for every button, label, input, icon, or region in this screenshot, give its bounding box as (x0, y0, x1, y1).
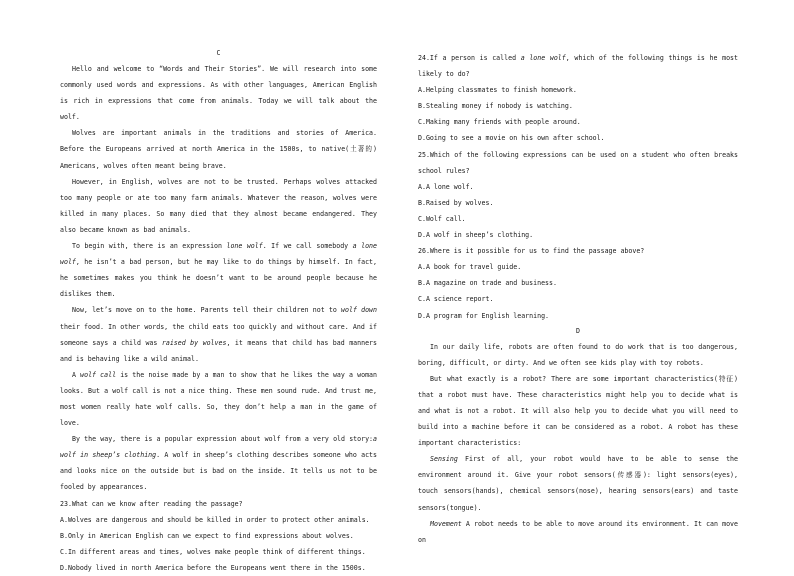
question-23: 23.What can we know after reading the passage? (60, 499, 243, 508)
question-24 (418, 50, 738, 82)
passage-d-paragraph-2: But what exactly is a robot? There are some important characteristics(特征) that a robot must have. These characteristics might help you to decide what is and what is not a robot. It will also help you to decide what you will need to build into a machine before it can be considered as a robot. A robot has these important characteristics: (418, 374, 738, 448)
question-26-option-a: A.A book for travel guide. (418, 263, 522, 272)
passage-d-paragraph-3 (418, 451, 738, 515)
passage-c-paragraph-1: Hello and welcome to “Words and Their Stories”. We will research into some commonly used words and expressions. As with other languages, American English is rich in expressions that come from animals. Today we will talk about the wolf. (60, 65, 377, 122)
left-column (60, 46, 377, 576)
section-heading-c: C (216, 49, 221, 57)
text-run: , it means that child has bad manners and is behaving like a wild animal. (60, 338, 377, 363)
text-run: 24.If a person is called (418, 54, 521, 62)
emphasis-lone-wolf: lone wolf (226, 242, 263, 251)
question-26-option-c: C.A science report. (418, 295, 494, 304)
text-run: Now, let’s move on to the home. Parents tell their children not to (72, 306, 342, 315)
emphasis-wolf-down: wolf down (341, 306, 377, 315)
passage-d-paragraph-4 (418, 516, 738, 548)
passage-c-paragraph-4 (60, 238, 377, 302)
passage-c-paragraph-2: Wolves are important animals in the traditions and stories of America. Before the Europeans arrived at north America in the 1500s, to native(土著的) Americans, wolves often meant being brave. (60, 129, 377, 170)
text-run: To begin with, there is an expression (72, 242, 227, 251)
question-25-option-a: A.A lone wolf. (418, 182, 474, 191)
question-24-option-b: B.Stealing money if nobody is watching. (418, 102, 573, 111)
text-run: . If we call somebody (262, 242, 353, 251)
section-heading-d: D (576, 326, 580, 335)
text-run: is the noise made by a man to show that he likes the way a woman looks. But a wolf call is not a nice thing. These men sound rude. And trust me, most women really hate wolf calls. So, they don’t help a man in the game of love. (60, 370, 377, 428)
right-column (418, 50, 738, 548)
passage-d-paragraph-1: In our daily life, robots are often found to do work that is too dangerous, boring, difficult, or dirty. And we often see kids play with toy robots. (418, 342, 738, 367)
emphasis-sensing: Sensing (430, 455, 458, 464)
passage-c-paragraph-7 (60, 431, 377, 495)
question-24-option-d: D.Going to see a movie on his own after school. (418, 134, 605, 143)
emphasis-a-lone-wolf: a lone wolf (60, 242, 377, 267)
question-26: 26.Where is it possible for us to find the passage above? (418, 247, 645, 256)
passage-c-paragraph-5 (60, 302, 377, 366)
emphasis-movement: Movement (430, 519, 462, 528)
text-run: A robot needs to be able to move around its environment. It can move on (418, 519, 738, 544)
emphasis-a-lone-wolf: a lone wolf (520, 54, 566, 62)
question-23-option-b: B.Only in American English can we expect to find expressions about wolves. (60, 531, 354, 540)
question-24-option-a: A.Helping classmates to finish homework. (418, 86, 577, 95)
question-23-option-a: A.Wolves are dangerous and should be killed in order to protect other animals. (60, 515, 370, 524)
text-run: First of all, your robot would have to be able to sense the environment around it. Give your robot sensors(传感器): light sensors(eyes), touch sensors(hands), chemical sensors(nose), hearing sensors(ears) and taste sensors(tongue). (418, 455, 738, 512)
text-run: their food. In other words, the child eats too quickly and without care. And if someone says a child was (60, 322, 377, 347)
passage-c-paragraph-3: However, in English, wolves are not to be trusted. Perhaps wolves attacked too many people or ate too many farm animals. Whatever the reason, wolves were killed in many places. So many died that they almost became endangered. They also became known as bad animals. (60, 177, 377, 234)
emphasis-raised-by-wolves: raised by wolves (161, 338, 227, 347)
question-26-option-b: B.A magazine on trade and business. (418, 279, 557, 288)
question-25: 25.Which of the following expressions can be used on a student who often breaks school rules? (418, 150, 738, 175)
question-23-option-d: D.Nobody lived in north America before the Europeans went there in the 1500s. (60, 563, 366, 572)
text-run: A (72, 370, 81, 379)
question-24-option-c: C.Making many friends with people around. (418, 118, 581, 127)
text-run: , which of the following things is he most likely to do? (418, 54, 738, 79)
question-25-option-d: D.A wolf in sheep’s clothing. (418, 231, 534, 240)
question-25-option-b: B.Raised by wolves. (418, 198, 494, 207)
question-26-option-d: D.A program for English learning. (418, 311, 550, 320)
emphasis-wolf-call: wolf call (80, 370, 117, 379)
text-run: . A wolf in sheep’s clothing describes someone who acts and looks nice on the outside but is bad on the inside. It tells us not to be fooled by appearances. (60, 451, 377, 492)
question-23-option-c: C.In different areas and times, wolves make people think of different things. (60, 547, 366, 556)
text-run: , he isn’t a bad person, but he may like to do things by himself. In fact, he sometimes makes you think he doesn’t want to be around people because he dislikes them. (60, 258, 377, 299)
question-25-option-c: C.Wolf call. (418, 214, 466, 223)
text-run: By the way, there is a popular expression about wolf from a very old story: (72, 435, 374, 444)
passage-c-paragraph-6 (60, 367, 377, 431)
emphasis-sheeps-clothing: a wolf in sheep’s clothing (60, 435, 377, 460)
